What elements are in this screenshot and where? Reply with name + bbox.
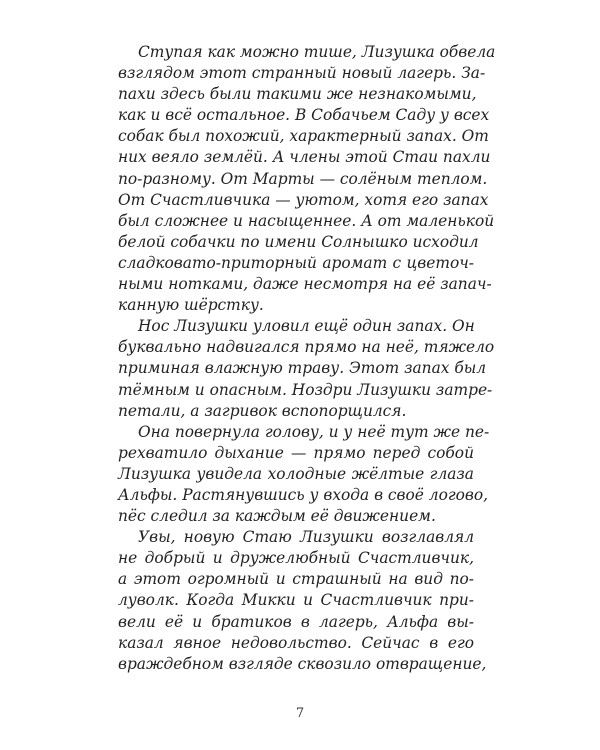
text-line: петали, а загривок вспопорщился. bbox=[118, 401, 407, 420]
text-line: рехватило дыхание — прямо перед собой bbox=[118, 443, 474, 462]
text-line: был сложнее и насыщеннее. А от маленькой bbox=[118, 211, 495, 230]
text-line: Нос Лизушки уловил ещё один запах. Он bbox=[138, 317, 475, 336]
text-line: тёмным и опасным. Ноздри Лизушки затре- bbox=[118, 380, 493, 399]
text-line: ными нотками, даже несмотря на её запач- bbox=[118, 275, 492, 294]
paragraph-1 bbox=[118, 42, 496, 316]
paragraph-2 bbox=[118, 316, 495, 421]
text-line: пахи здесь были такими же незнакомыми, bbox=[118, 85, 477, 104]
paragraph-3 bbox=[118, 422, 490, 527]
text-line: От Счастливчика — уютом, хотя его запах bbox=[118, 190, 489, 209]
text-line: Альфы. Растянувшись у входа в своё логово, bbox=[118, 485, 489, 504]
text-line: казал явное недовольство. Сейчас в его bbox=[118, 633, 474, 652]
text-line: приминая влажную траву. Этот запах был bbox=[118, 359, 487, 378]
text-line: Она повернула голову, и у неё тут же пе- bbox=[138, 422, 490, 441]
text-line: Лизушка увидела холодные жёлтые глаза bbox=[118, 464, 474, 483]
text-line: пёс следил за каждым её движением. bbox=[118, 507, 436, 526]
text-line: них веяло землёй. А члены этой Стаи пахли bbox=[118, 148, 491, 167]
page-number: 7 bbox=[295, 706, 305, 721]
text-line: не добрый и дружелюбный Счастливчик, bbox=[118, 549, 474, 568]
text-line: буквально надвигался прямо на неё, тяжело bbox=[118, 338, 495, 357]
body-text bbox=[118, 42, 496, 675]
text-line: взглядом этот странный новый лагерь. За- bbox=[118, 64, 486, 83]
text-line: как и всё остальное. В Собачьем Саду у всех bbox=[118, 106, 490, 125]
text-line: по-разному. От Марты — солёным теплом. bbox=[118, 169, 488, 188]
text-line: Ступая как можно тише, Лизушка обвела bbox=[138, 43, 496, 61]
text-line: сладковато-приторный аромат с цветоч- bbox=[118, 253, 474, 272]
text-line: вели её и братиков в лагерь, Альфа вы- bbox=[118, 612, 474, 631]
text-line: белой собачки по имени Солнышко исходил bbox=[118, 232, 479, 251]
text-line: луволк. Когда Микки и Счастливчик при- bbox=[118, 591, 474, 610]
text-line: Увы, новую Стаю Лизушки возглавлял bbox=[138, 528, 474, 547]
text-line: собак был похожий, характерный запах. От bbox=[118, 127, 489, 146]
text-line: а этот огромный и страшный на вид по- bbox=[118, 570, 474, 589]
text-line: враждебном взгляде сквозило отвращение, bbox=[118, 654, 487, 673]
paragraph-4 bbox=[118, 527, 487, 675]
text-line: канную шёрстку. bbox=[118, 296, 264, 315]
